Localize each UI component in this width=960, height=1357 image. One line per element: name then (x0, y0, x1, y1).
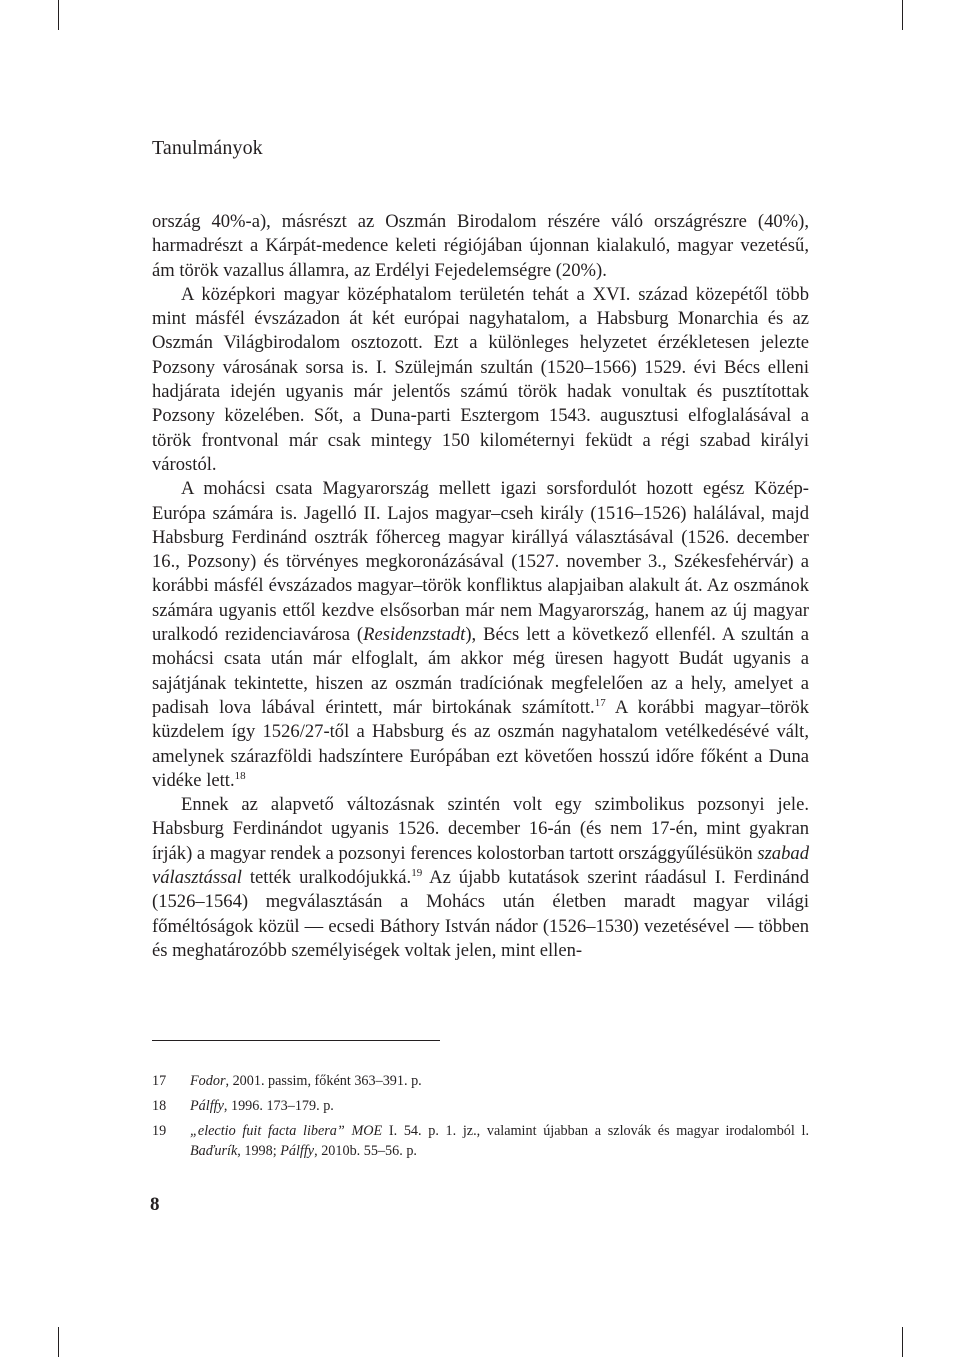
footnote-text (190, 1121, 809, 1161)
footnote-part: , 1996. 173–179. p. (223, 1098, 334, 1114)
footnote-ref-17[interactable]: 17 (594, 696, 606, 709)
paragraph-text: A korábbi magyar–török küzdelem így 1526/27-től a Habsburg és az oszmán nagyhatalom vetélkedésévé vált, amelynek szárazföldi hadszíntere Európában ezt követően hosszú időre főként a Duna vidéke lett. (152, 696, 809, 791)
body-text (152, 210, 809, 963)
paragraph-text: Az újabb kutatások szerint ráadásul I. Ferdinánd (1526–1564) megválasztásán a Mohács után életben maradt magyar világi főméltóságok közül — ecsedi Báthory István nádor (1526–1530) vezetésével — többen és meghatározóbb személyiségek voltak jelen, mint ellen- (152, 867, 809, 961)
footnote-part: , 1998; (237, 1143, 281, 1159)
paragraph-2 (152, 283, 809, 477)
footnote-separator (152, 1040, 440, 1041)
footnote-ref-18[interactable]: 18 (234, 769, 246, 782)
footnote-part: I. 54. p. 1. jz., valamint újabban a szlovák és magyar irodalomból l. (382, 1123, 809, 1139)
footnote-17 (152, 1071, 809, 1091)
footnote-part: Pálffy (190, 1098, 224, 1114)
footnote-part: Pálffy (280, 1143, 315, 1159)
paragraph-text: A középkori magyar középhatalom területén tehát a XVI. század közepétől több mint másfél évszázadon át két európai nagyhatalom, a Habsburg Monarchia és az Oszmán Világbirodalom osztozott. Ezt a különleges helyzetet érzékletesen jelezte Pozsony városának sorsa is. I. Szülejmán szultán (1520–1566) 1529. évi Bécs elleni hadjárata idején ugyanis már jelentős számú török hadak vonultak és pusztítottak Pozsony közelében. Sőt, a Duna-parti Esztergom 1543. augusztusi elfoglalásával a török frontvonal már csak mintegy 150 kilométernyi feküdt a régi szabad királyi várostól. (152, 283, 809, 475)
footnote-part: Fodor (190, 1073, 226, 1089)
paragraph-text: A mohácsi csata Magyarország mellett igazi sorsfordulót hozott egész Közép-Európa számára is. Jagelló II. Lajos magyar–cseh király (1516–1526) halálával, majd Habsburg Ferdinánd osztrák főherceg magyar királlyá választásával (1526. december 16., Pozsony) és törvényes megkoronázásával (1527. november 3., Székesfehérvár) a korábbi másfél évszázados magyar–török konfliktus alapjaiban alakult át. Az oszmánok számára ugyanis ettől kezdve elsősorban már nem Magyarország, hanem az új magyar uralkodó rezidenciavárosa ( (152, 478, 809, 646)
footnote-number: 18 (152, 1098, 167, 1114)
paragraph-4 (152, 793, 809, 963)
footnotes (152, 1071, 809, 1166)
footnote-number: 17 (152, 1073, 167, 1089)
crop-mark-top-left (58, 0, 59, 30)
paragraph-1 (152, 210, 809, 283)
footnote-number: 19 (152, 1123, 167, 1139)
footnote-ref-19[interactable]: 19 (411, 867, 423, 880)
paragraph-3 (152, 477, 809, 793)
paragraph-text: ország 40%-a), másrészt az Oszmán Birodalom részére váló országrészre (40%), harmadrészt a Kárpát-medence keleti régiójában újonnan kialakuló, magyar vezetésű, ám török vazallus államra, az Erdélyi Fejedelemségre (20%). (152, 211, 809, 281)
italic-term: szabad választással (152, 842, 809, 889)
crop-mark-bottom-right (902, 1327, 903, 1357)
footnote-19 (152, 1121, 809, 1161)
crop-mark-top-right (902, 0, 903, 30)
footnote-part: „electio fuit facta libera” MOE (190, 1123, 383, 1139)
running-head: Tanulmányok (152, 137, 263, 159)
crop-mark-bottom-left (58, 1327, 59, 1357)
footnote-part: , 2001. passim, főként 363–391. p. (225, 1073, 422, 1089)
page-number: 8 (150, 1194, 160, 1215)
paragraph-text: tették uralkodójukká. (241, 867, 412, 889)
footnote-part: , 2010b. 55–56. p. (314, 1143, 417, 1159)
italic-term: Residenzstadt (363, 624, 466, 646)
paragraph-text: Ennek az alapvető változásnak szintén volt egy szimbolikus pozsonyi jele. Habsburg Ferdinándot ugyanis 1526. december 16-án (és nem 17-én, mint gyakran írják) a magyar rendek a pozsonyi ferences kolostorban tartott országgyűlésükön (152, 794, 809, 864)
footnote-18 (152, 1096, 809, 1116)
footnote-part: Baďurík (190, 1143, 238, 1159)
footnote-text (190, 1096, 809, 1116)
footnote-text (190, 1071, 809, 1091)
paragraph-text: ), Bécs lett a következő ellenfél. A szultán a mohácsi csata után már elfoglalt, ám akkor még üresen hagyott Budát ugyanis a sajátjának tekintette, hiszen az oszmán tradíciónak megfelelően az a hely, amelyet a padisah lova lábával érintett, már birtokának számított. (152, 624, 809, 718)
